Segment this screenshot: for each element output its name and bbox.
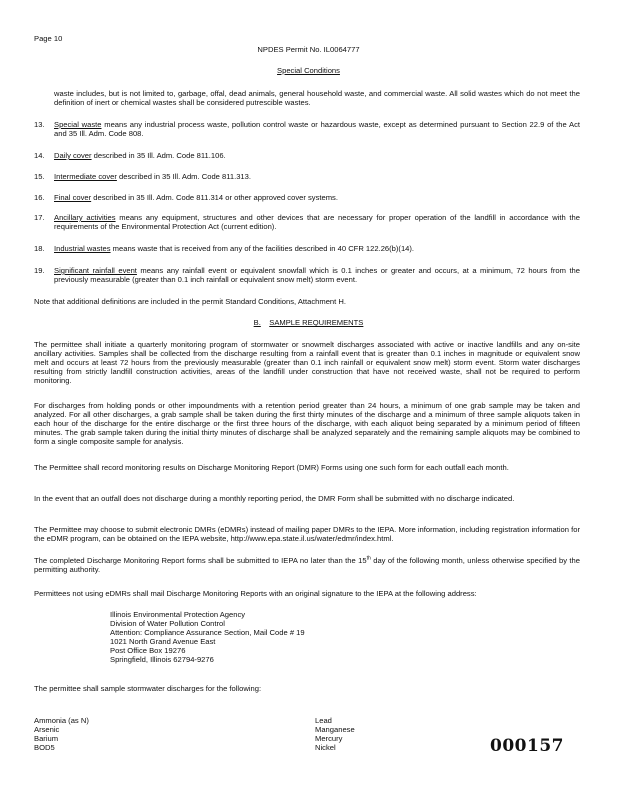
parameter-item: Manganese (315, 725, 355, 735)
definition-text: means any equipment, structures and other devices that are necessary for proper operation of the landfill in accordance with the requirements of the Environmental Protection Act (current edition). (54, 213, 580, 232)
definition-item (34, 213, 580, 231)
definition-number: 17. (34, 213, 45, 222)
definition-number: 14. (34, 151, 45, 160)
page-number: Page 10 (34, 34, 63, 43)
paragraph-submission-deadline (34, 556, 580, 574)
bates-number: 000157 (490, 736, 564, 756)
paragraph-edmr: The Permittee may choose to submit electronic DMRs (eDMRs) instead of mailing paper DMRs to the IEPA. More information, including registration information for the eDMR program, can be obtained on the IEPA website, http://www.epa.state.il.us/water/edmr/index.html. (34, 525, 580, 544)
definitions-note: Note that additional definitions are included in the permit Standard Conditions, Attachment H. (34, 297, 346, 306)
section-title: SAMPLE REQUIREMENTS (269, 318, 364, 327)
definition-text: described in 35 Ill. Adm. Code 811.313. (116, 172, 251, 181)
definition-text: means waste that is received from any of the facilities described in 40 CFR 122.26(b)(14). (110, 244, 415, 253)
definition-term: Daily cover (54, 151, 92, 160)
permit-number: NPDES Permit No. IL0064777 (257, 45, 360, 54)
parameter-item: BOD5 (34, 743, 55, 753)
definition-text: means any industrial process waste, pollution control waste or hazardous waste, except as determined pursuant to Section 22.9 of the Act and 35 Ill. Adm. Code 808. (54, 120, 580, 139)
section-heading: Special Conditions (277, 66, 340, 75)
address-line: Post Office Box 19276 (110, 646, 186, 656)
definition-term: Ancillary activities (54, 213, 116, 222)
paragraph-mail-instructions: Permittees not using eDMRs shall mail Discharge Monitoring Reports with an original signature to the IEPA at the following address: (34, 589, 477, 598)
definition-term: Final cover (54, 193, 92, 202)
paragraph-monitoring-program: The permittee shall initiate a quarterly monitoring program of stormwater or snowmelt discharges associated with active or inactive landfills and any on-site ancillary activities. Samples shall be collected from the discharge resulting from a rainfall event that is greater than 0.1 inches in magnitude or equivalent snow melt and occurs at least 72 hours from the previously measurable (greater than 0.1 inch rainfall or equivalent snow melt) storm event. Storm water discharges resulting from strictly landfill construction activities, areas of the landfill under construction that have not received waste, shall not be required to perform monitoring. (34, 340, 580, 386)
definition-number: 15. (34, 172, 45, 181)
parameter-item: Arsenic (34, 725, 60, 735)
mailing-address (110, 610, 305, 665)
ordinal-suffix: th (366, 555, 371, 562)
address-line: Attention: Compliance Assurance Section, Mail Code # 19 (110, 628, 305, 638)
definition-term: Significant rainfall event (54, 266, 137, 275)
definition-number: 18. (34, 244, 45, 253)
definition-item (34, 120, 580, 138)
address-line: 1021 North Grand Avenue East (110, 637, 216, 647)
definition-number: 16. (34, 193, 45, 202)
definition-item (34, 151, 580, 160)
parameter-item: Ammonia (as N) (34, 716, 89, 725)
definition-number: 13. (34, 120, 45, 129)
parameter-item: Nickel (315, 743, 336, 753)
parameter-item: Lead (315, 716, 332, 725)
definition-item (34, 193, 580, 202)
paragraph-sample-parameters: The permittee shall sample stormwater discharges for the following: (34, 684, 262, 693)
definition-item (34, 244, 580, 253)
parameter-item: Mercury (315, 734, 343, 744)
definition-term: Intermediate cover (54, 172, 117, 181)
definition-number: 19. (34, 266, 45, 275)
address-line: Division of Water Pollution Control (110, 619, 225, 629)
address-line: Illinois Environmental Protection Agency (110, 610, 246, 619)
parameters-right-column (315, 716, 355, 752)
definition-continuation: waste includes, but is not limited to, garbage, offal, dead animals, general household waste, and commercial waste. All solid wastes which do not meet the definition of inert or chemical wastes shall be considered putrescible wastes. (54, 89, 580, 108)
definition-item (34, 266, 580, 284)
definition-text: described in 35 Ill. Adm. Code 811.314 or other approved cover systems. (91, 193, 338, 202)
definition-text: described in 35 Ill. Adm. Code 811.106. (91, 151, 226, 160)
paragraph-grab-sample: For discharges from holding ponds or other impoundments with a retention period greater than 24 hours, a minimum of one grab sample may be taken and analyzed. For all other discharges, a grab sample shall be taken during the first thirty minutes of the discharge and a minimum of three sample aliquots taken in each hour of the discharge for the entire discharge or the first three hours of the discharge, with each aliquot being separated by a minimum period of fifteen minutes. The grab sample taken during the initial thirty minutes of discharge shall be analyzed separately and the remaining sample aliquots may be combined to form a single composite sample for analysis. (34, 401, 580, 447)
deadline-text: The completed Discharge Monitoring Report forms shall be submitted to IEPA no later than the 15 (34, 556, 367, 565)
parameters-left-column (34, 716, 89, 752)
paragraph-no-discharge: In the event that an outfall does not discharge during a monthly reporting period, the DMR Form shall be submitted with no discharge indicated. (34, 494, 515, 503)
definition-text: means any rainfall event or equivalent snowfall which is 0.1 inches or greater and occurs, at a minimum, 72 hours from the previously measurable (greater than 0.1 inch rainfall or equivalent snow melt) storm event. (54, 266, 581, 285)
definition-item (34, 172, 580, 181)
paragraph-dmr-forms: The Permittee shall record monitoring results on Discharge Monitoring Report (DMR) Forms using one such form for each outfall each month. (34, 463, 509, 472)
parameter-item: Barium (34, 734, 59, 744)
section-letter: B. (253, 318, 261, 327)
definition-term: Industrial wastes (54, 244, 111, 253)
definition-term: Special waste (54, 120, 102, 129)
address-line: Springfield, Illinois 62794-9276 (110, 655, 214, 665)
deadline-text-end: day of the following month, unless otherwise specified by the permitting authority. (34, 556, 580, 575)
section-b-heading (0, 318, 617, 327)
